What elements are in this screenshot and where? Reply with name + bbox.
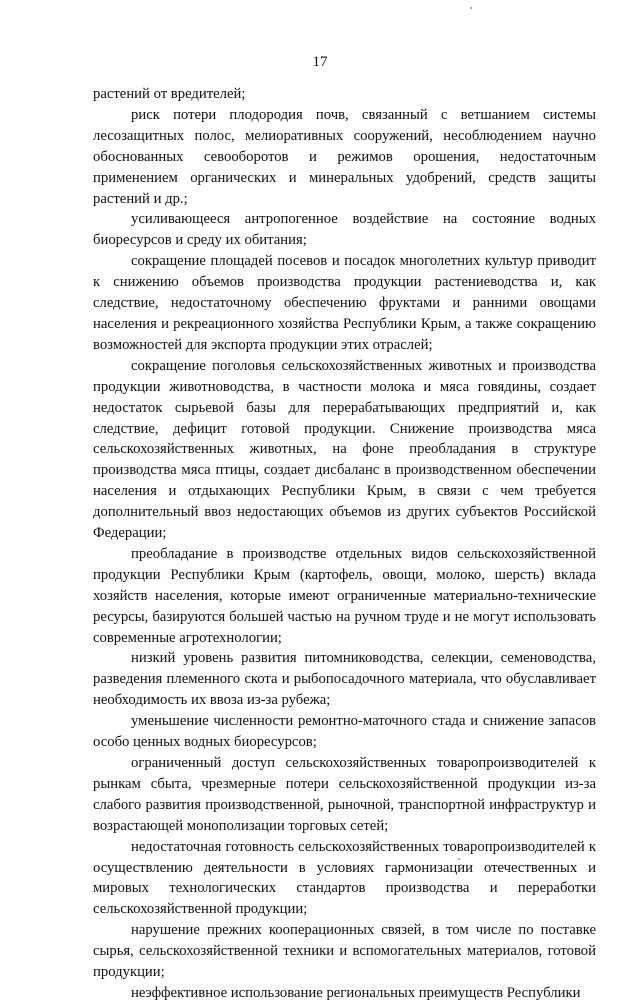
- paragraph-regional-advantages: неэффективное использование региональных преимуществ Республики: [131, 984, 581, 1001]
- paragraph-livestock-reduction: сокращение поголовья сельскохозяйственных животных и производства продукции животноводства, в частности молока и мяса говядины, создает недостаток сырьевой базы для перерабатывающих предприятий и, как следствие, дефицит готовой продукции. Снижение производства мяса сельскохозяйственных животных, на фоне преобладания в структуре производства мяса птицы, создает дисбаланс в производственном обеспечении населения и отдыхающих Республики Крым, в связи с чем требуется дополнительный ввоз недостающих объемов из других субъектов Российской Федерации;: [93, 357, 596, 542]
- page-number: 17: [312, 54, 328, 70]
- paragraph-anthropogenic-impact: усиливающееся антропогенное воздействие на состояние водных биоресурсов и среду их обитания;: [93, 211, 596, 249]
- paragraph-breeding-level: низкий уровень развития питомниководства, селекции, семеноводства, разведения племенного скота и рыбопосадочного материала, что обуславливает необходимость их ввоза из-за рубежа;: [93, 650, 596, 709]
- paragraph-household-production: преобладание в производстве отдельных видов сельскохозяйственной продукции Республики Крым (картофель, овощи, молоко, шерсть) вклада хозяйств населения, которые имеют ограниченные материально-технические ресурсы, базируются большей частью на ручном труде и не могут использовать современные агротехнологии;: [93, 545, 596, 646]
- paragraph-market-access: ограниченный доступ сельскохозяйственных товаропроизводителей к рынкам сбыта, чрезмерные потери сельскохозяйственной продукции из-за слабого развития производственной, рыночной, транспортной инфраструктур и возрастающей монополизации торговых сетей;: [93, 755, 596, 834]
- scan-speck: [470, 7, 472, 9]
- paragraph-producer-readiness: недостаточная готовность сельскохозяйственных товаропроизводителей к осуществлению деятельности в условиях гармонизации отечественных и мировых технологических стандартов производства и переработки сельскохозяйственной продукции;: [93, 838, 596, 918]
- paragraph-continuation: растений от вредителей;: [93, 86, 246, 102]
- paragraph-broodstock-decline: уменьшение численности ремонтно-маточного стада и снижение запасов особо ценных водных биоресурсов;: [93, 713, 596, 751]
- paragraph-crop-area-reduction: сокращение площадей посевов и посадок многолетних культур приводит к снижению объемов производства продукции растениеводства и, как следствие, недостаточному обеспечению фруктами и ранними овощами населения и рекреационного хозяйства Республики Крым, а также сокращению возможностей для экспорта продукции этих отраслей;: [93, 253, 596, 353]
- document-body: [93, 84, 596, 1004]
- paragraph-soil-fertility-risk: риск потери плодородия почв, связанный с ветшанием системы лесозащитных полос, мелиоративных сооружений, несоблюдением научно обоснованных севооборотов и режимов орошения, недостаточным применением органических и минеральных удобрений, средств защиты растений и др.;: [93, 106, 596, 207]
- paragraph-cooperation-links: нарушение прежних кооперационных связей, в том числе по поставке сырья, сельскохозяйственной техники и вспомогательных материалов, готовой продукции;: [93, 922, 596, 981]
